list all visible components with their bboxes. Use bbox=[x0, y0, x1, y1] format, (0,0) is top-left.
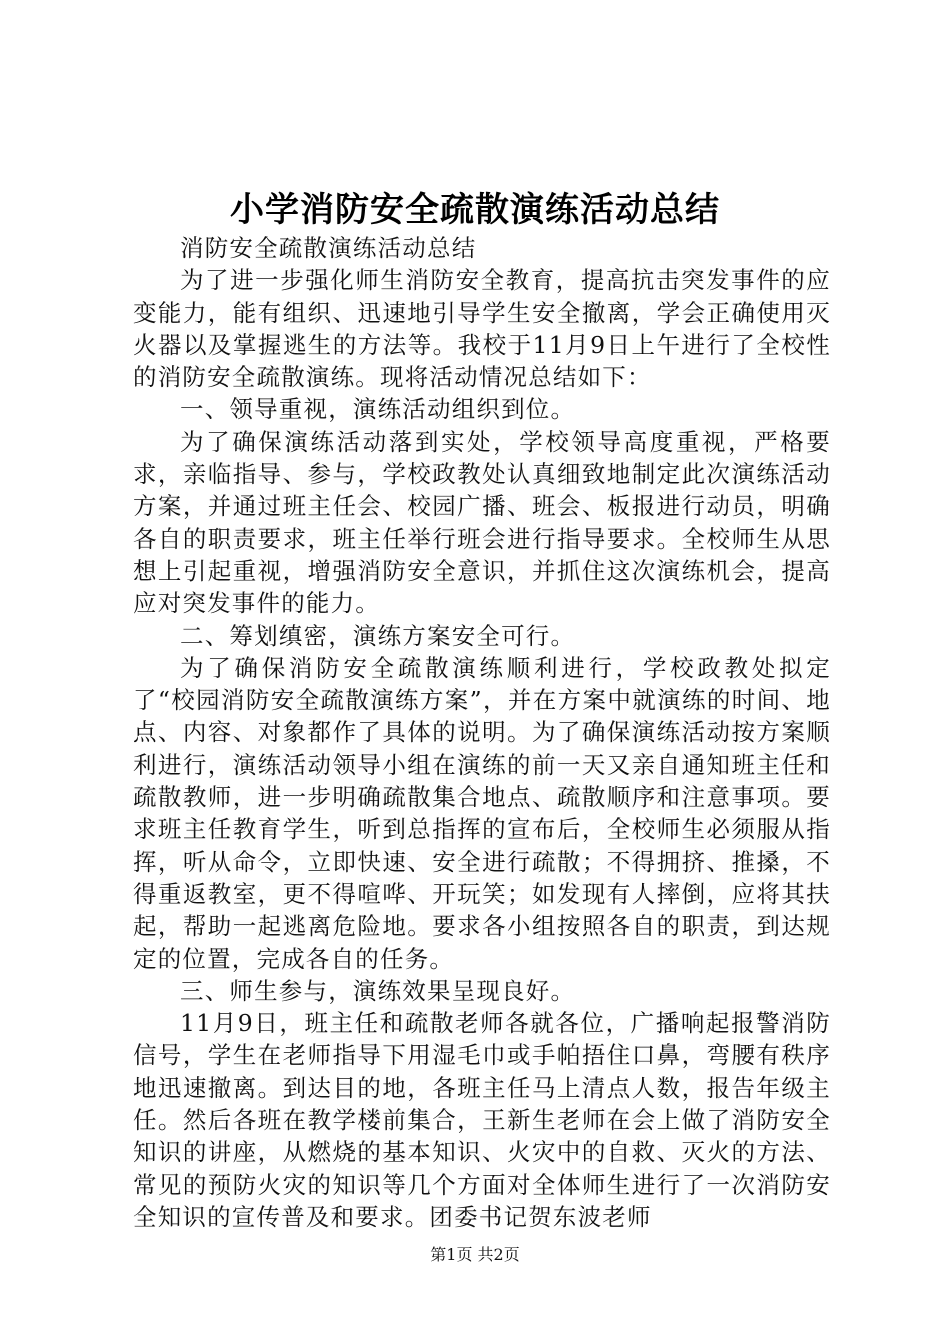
document-title: 小学消防安全疏散演练活动总结 bbox=[230, 190, 720, 230]
paragraph-section-1: 为了确保演练活动落到实处，学校领导高度重视，严格要求，亲临指导、参与，学校政教处认真细致地制定此次演练活动方案，并通过班主任会、校园广播、班会、板报进行动员，明确各自的职责要求，班主任举行班会进行指导要求。全校师生从思想上引起重视，增强消防安全意识，并抓住这次演练机会，提高应对突发事件的能力。 bbox=[133, 427, 831, 618]
paragraph-section-3: 11月9日，班主任和疏散老师各就各位，广播响起报警消防信号，学生在老师指导下用湿毛巾或手帕捂住口鼻，弯腰有秩序地迅速撤离。到达目的地，各班主任马上清点人数，报告年级主任。然后各班在教学楼前集合，王新生老师在会上做了消防安全知识的讲座，从燃烧的基本知识、火灾中的自救、灭火的方法、常见的预防火灾的知识等几个方面对全体师生进行了一次消防安全知识的宣传普及和要求。团委书记贺东波老师 bbox=[133, 1009, 831, 1231]
section-heading-3: 三、师生参与，演练效果呈现良好。 bbox=[180, 976, 576, 1005]
paragraph-intro: 为了进一步强化师生消防安全教育，提高抗击突发事件的应变能力，能有组织、迅速地引导学生安全撤离，学会正确使用灭火器以及掌握逃生的方法等。我校于11月9日上午进行了全校性的消防安全疏散演练。现将活动情况总结如下： bbox=[133, 266, 831, 392]
section-heading-2: 二、筹划缜密，演练方案安全可行。 bbox=[180, 621, 576, 650]
paragraph-section-2: 为了确保消防安全疏散演练顺利进行，学校政教处拟定了“校园消防安全疏散演练方案”，并在方案中就演练的时间、地点、内容、对象都作了具体的说明。为了确保演练活动按方案顺利进行，演练活动领导小组在演练的前一天又亲自通知班主任和疏散教师，进一步明确疏散集合地点、疏散顺序和注意事项。要求班主任教育学生，听到总指挥的宣布后，全校师生必须服从指挥，听从命令，立即快速、安全进行疏散；不得拥挤、推搡，不得重返教室，更不得喧哗、开玩笑；如发现有人摔倒，应将其扶起，帮助一起逃离危险地。要求各小组按照各自的职责，到达规定的位置，完成各自的任务。 bbox=[133, 653, 831, 973]
page-footer: 第1页 共2页 bbox=[430, 1245, 520, 1264]
paragraph-subtitle: 消防安全疏散演练活动总结 bbox=[180, 234, 477, 262]
document-body bbox=[133, 232, 831, 1233]
section-heading-1: 一、领导重视，演练活动组织到位。 bbox=[180, 395, 576, 424]
